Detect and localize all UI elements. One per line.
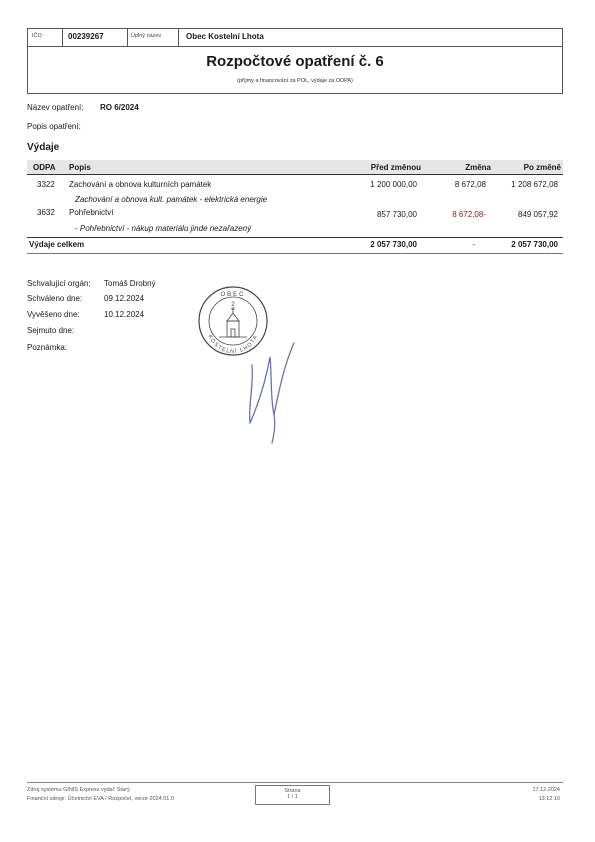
schvaleno-label: Schváleno dne: <box>27 294 83 303</box>
name-value: Obec Kostelní Lhota <box>186 32 264 41</box>
col-po: Po změně <box>523 163 561 172</box>
popis-label: Popis opatření: <box>27 122 81 131</box>
stamp-top-text: OBEC <box>220 292 246 298</box>
col-odpa: ODPA <box>33 163 56 172</box>
footer-time: 13:12:10 <box>538 796 560 802</box>
row-zmena: 8 672,08 <box>454 180 486 189</box>
nazev-value: RO 6/2024 <box>100 103 139 112</box>
total-zmena: - <box>472 240 475 249</box>
col-pred: Před změnou <box>370 163 421 172</box>
poznamka-label: Poznámka: <box>27 343 68 352</box>
footer-line1: Zdroj systému GINIS Express vydal: Starý <box>27 787 130 793</box>
name-label: Úplný název <box>131 33 162 39</box>
organ-label: Schvalující orgán: <box>27 279 91 288</box>
table-row <box>27 180 563 206</box>
footer-divider <box>27 782 563 783</box>
page-value: 1 / 1 <box>287 794 298 800</box>
col-zmena: Změna <box>465 163 491 172</box>
table-row <box>27 208 563 234</box>
page-number-box <box>255 785 330 805</box>
total-po: 2 057 730,00 <box>511 240 558 249</box>
total-bottom-line <box>27 253 563 254</box>
total-row <box>27 240 563 254</box>
nazev-label: Název opatření: <box>27 103 84 112</box>
handwritten-signature <box>228 335 308 445</box>
organ-value: Tomáš Drobný <box>104 279 156 288</box>
total-divider <box>27 237 563 238</box>
row-zmena-negative: 8 672,08- <box>452 210 486 219</box>
vyveseno-value: 10.12.2024 <box>104 310 145 319</box>
header-divider <box>27 174 563 175</box>
footer-line2: Finanční zdroje: Účetnictví EVA / Rozpočet, verze 2024.01.0 <box>27 796 174 802</box>
footer-date: 17.12.2024 <box>532 787 560 793</box>
header-box <box>27 28 563 94</box>
row-subline: - Pohřebnictví - nákup materiálu jinde nezařazený <box>75 224 252 233</box>
table-header <box>27 160 563 174</box>
stamp-number: 2 <box>231 302 235 308</box>
header-id-row <box>28 29 562 47</box>
row-popis: Pohřebnictví <box>69 208 114 217</box>
col-popis: Popis <box>69 163 91 172</box>
ico-value: 00239267 <box>68 32 104 41</box>
row-subline: Zachování a obnova kult. památek - elektrická energie <box>75 195 268 204</box>
sejmuto-label: Sejmuto dne: <box>27 326 75 335</box>
row-po: 1 208 672,08 <box>511 180 558 189</box>
section-title: Výdaje <box>27 142 60 153</box>
stamp-bottom-text: KOSTELNÍ LHOTA <box>206 334 260 356</box>
total-pred: 2 057 730,00 <box>370 240 417 249</box>
page-label: Strana <box>284 788 301 794</box>
row-pred: 857 730,00 <box>376 210 417 219</box>
vyveseno-label: Vyvěšeno dne: <box>27 310 80 319</box>
row-po: 849 057,92 <box>517 210 558 219</box>
document-subtitle: (příjmy a financování za POL, výdaje za ODPA) <box>237 78 353 84</box>
church-emblem-icon <box>219 307 247 337</box>
document-title: Rozpočtové opatření č. 6 <box>206 53 384 70</box>
row-odpa: 3632 <box>37 208 55 217</box>
row-odpa: 3322 <box>37 180 55 189</box>
schvaleno-value: 09.12.2024 <box>104 294 145 303</box>
row-pred: 1 200 000,00 <box>370 180 417 189</box>
ico-label: IČO <box>32 33 42 39</box>
total-label: Výdaje celkem <box>29 240 85 249</box>
row-popis: Zachování a obnova kulturních památek <box>69 180 212 189</box>
